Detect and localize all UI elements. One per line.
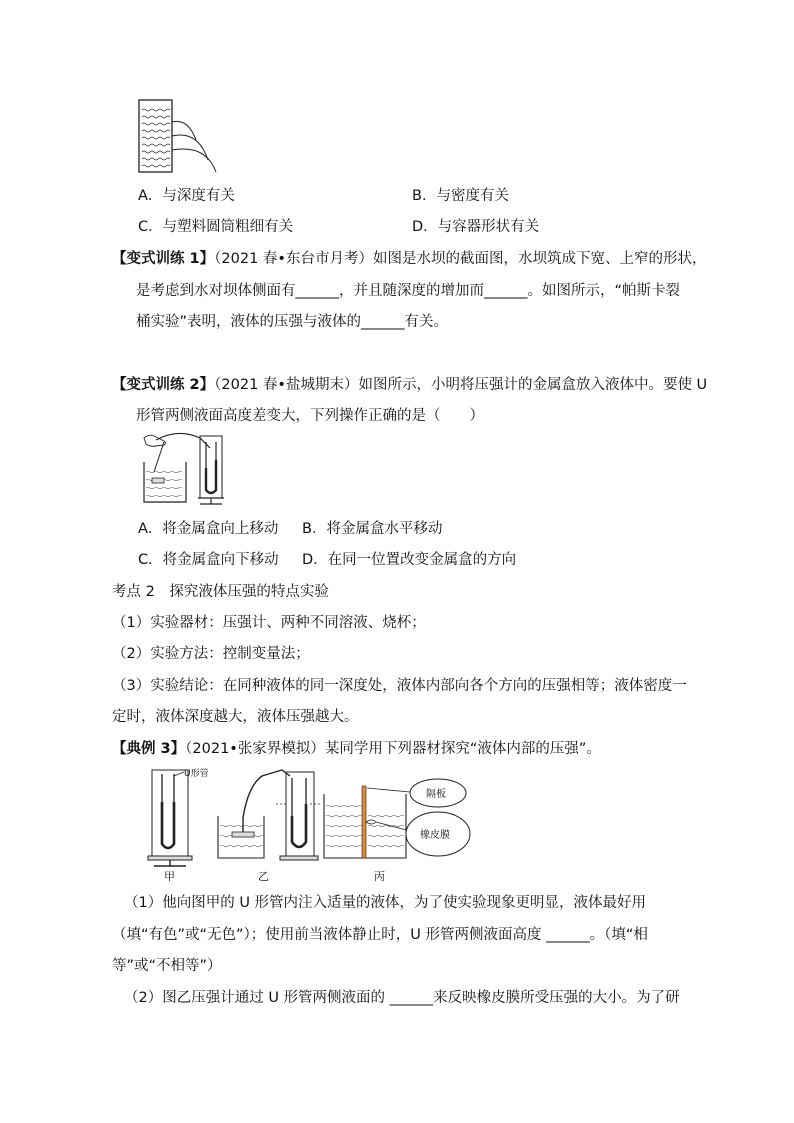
variant1-tag: 【变式训练 1】 [112,251,215,267]
point2-item-4: 定时，液体深度越大，液体压强越大。 [112,709,359,725]
label-bing: 丙 [374,870,385,883]
point2-item-2: （2）实验方法：控制变量法； [112,646,310,662]
variant2-line1 [112,375,707,395]
example3-q1-line1: （1）他向图甲的 U 形管内注入适量的液体，为了使实验现象更明显，液体最好用 [124,895,647,911]
experiment-figure [140,766,480,884]
partition-label: 隔板 [426,789,446,800]
variant1-line1 [112,249,706,269]
u-tube-label: U形管 [184,769,209,779]
variant2-option-a: A．将金属盒向上移动 [138,521,279,537]
point2-title: 考点 2 探究液体压强的特点实验 [112,584,329,600]
prev-option-a: A．与深度有关 [138,188,235,204]
variant2-option-b: B．将金属盒水平移动 [302,521,443,537]
example3-line1 [112,739,601,759]
example3-q2-line1: （2）图乙压强计通过 U 形管两侧液面的 ______来反映橡皮膜所受压强的大小。为了研 [124,990,680,1006]
prev-option-b: B．与密度有关 [412,188,509,204]
variant1-text1: （2021 春•东台市月考）如图是水坝的截面图，水坝筑成下宽、上窄的形状， [214,251,707,267]
label-jia: 甲 [164,870,175,883]
prev-option-c: C．与塑料圆筒粗细有关 [138,219,294,235]
variant2-line2: 形管两侧液面高度差变大，下列操作正确的是（ ） [136,408,484,424]
variant2-tag: 【变式训练 2】 [112,377,215,393]
example3-tag: 【典例 3】 [112,741,186,757]
figure-jia [148,767,209,866]
label-yi: 乙 [258,870,269,883]
example3-q1-line2: （填“有色”或“无色”）；使用前当液体静止时，U 形管两侧液面高度 ______。（填“相 [112,927,648,943]
variant2-text1: （2021 春•盐城期末）如图所示，小明将压强计的金属盒放入液体中。要使 U [214,377,708,393]
membrane-label: 橡皮膜 [420,830,450,841]
pressure-gauge-figure [138,432,248,507]
example3-text1: （2021•张家界模拟）某同学用下列器材探究“液体内部的压强”。 [185,741,601,757]
container-jets-figure [136,100,226,175]
variant1-line3: 桶实验”表明，液体的压强与液体的______有关。 [136,314,449,330]
variant2-option-d: D．在同一位置改变金属盒的方向 [302,552,517,568]
variant2-option-c: C．将金属盒向下移动 [138,552,279,568]
prev-option-d: D．与容器形状有关 [412,219,540,235]
point2-item-1: （1）实验器材：压强计、两种不同溶液、烧杯； [112,615,426,631]
example3-q1-line3: 等”或“不相等”） [112,958,222,974]
figure-yi [218,770,320,860]
figure-bing [324,779,470,858]
point2-item-3: （3）实验结论：在同种液体的同一深度处，液体内部向各个方向的压强相等；液体密度一 [112,678,687,694]
variant1-line2: 是考虑到水对坝体侧面有______，并且随深度的增加而______。如图所示，“帕斯卡裂 [136,283,681,299]
